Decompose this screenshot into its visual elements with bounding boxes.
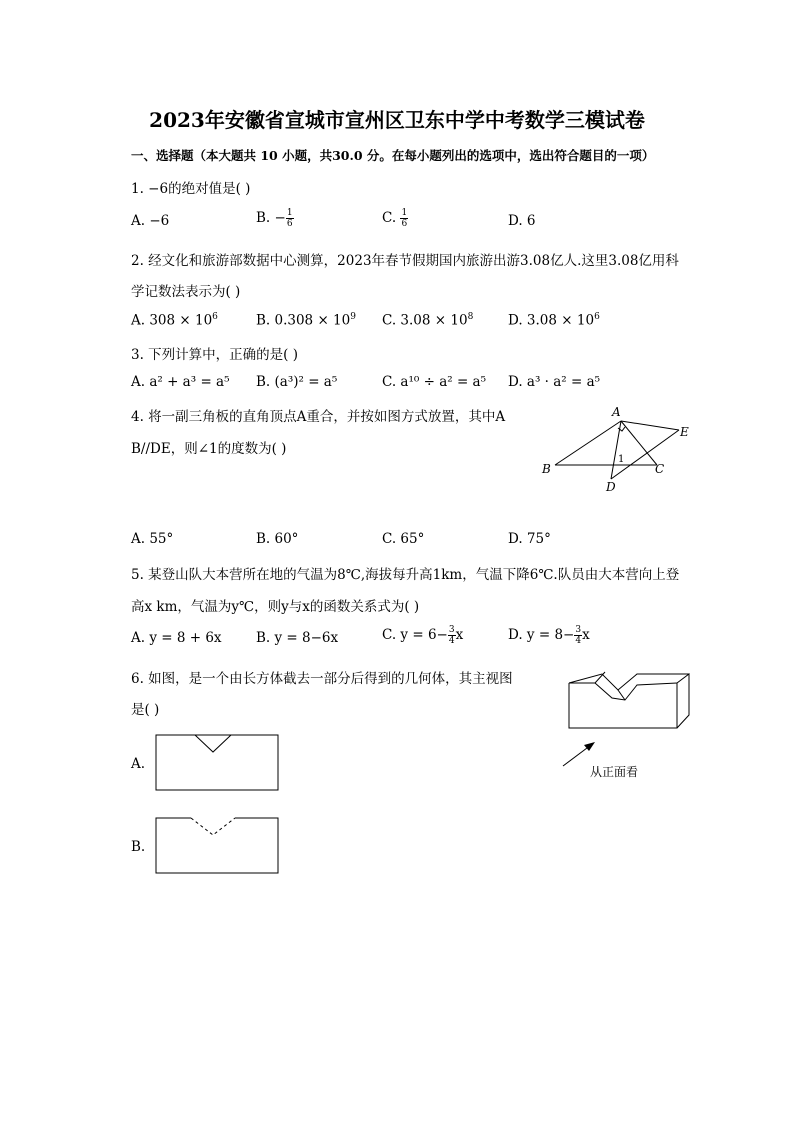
solid-notch-edge xyxy=(618,690,625,700)
label-b: B xyxy=(542,462,551,476)
label-e: E xyxy=(680,425,689,439)
view-arrow-head xyxy=(584,742,595,751)
q1-b-denominator: 6 xyxy=(286,219,293,229)
q6-option-a-figure xyxy=(155,734,280,792)
solid-top-back-edge xyxy=(569,674,689,690)
question-6-line-1: 6. 如图，是一个由长方体截去一部分后得到的几何体，其主视图 xyxy=(131,671,513,687)
q5-d-variable: x xyxy=(582,627,590,643)
q5-option-d xyxy=(508,625,590,646)
label-d: D xyxy=(606,480,616,494)
solid-figure xyxy=(555,665,700,785)
q5-d-fraction xyxy=(574,625,582,646)
q1-c-numerator: 1 xyxy=(401,208,408,218)
q2-option-d xyxy=(508,312,600,329)
q2-c-exponent: 8 xyxy=(467,312,474,322)
view-direction-label: 从正面看 xyxy=(590,765,639,779)
q1-option-b-prefix: B. − xyxy=(256,210,286,226)
q2-option-b xyxy=(256,312,356,329)
q3-option-d: D. a³ · a² = a⁵ xyxy=(508,374,601,390)
q2-a-base: A. 308 × 10 xyxy=(131,312,213,329)
q2-a-exponent: 6 xyxy=(212,312,218,322)
q5-option-a: A. y = 8 + 6x xyxy=(131,630,222,646)
section-heading: 一、选择题（本大题共 10 小题，共30.0 分。在每小题列出的选项中，选出符合题目的一项） xyxy=(131,148,655,163)
q1-option-b-fraction xyxy=(286,208,294,229)
q2-c-base: C. 3.08 × 10 xyxy=(382,312,468,329)
angle-1-label: 1 xyxy=(618,454,625,465)
q6-option-a-label: A. xyxy=(131,756,146,772)
q1-c-denominator: 6 xyxy=(401,219,408,229)
triangle-figure xyxy=(535,400,695,495)
q1-option-c-fraction xyxy=(400,208,408,229)
q5-c-denominator: 4 xyxy=(448,636,455,646)
q1-option-c-prefix: C. xyxy=(382,210,401,226)
q4-option-b: B. 60° xyxy=(256,531,299,547)
q5-c-variable: x xyxy=(455,627,464,643)
page-title: 2023年安徽省宣城市宣州区卫东中学中考数学三模试卷 xyxy=(149,108,645,132)
segment-ab xyxy=(555,421,621,465)
q6-b-hidden-notch xyxy=(191,818,235,835)
question-6-line-2: 是( ) xyxy=(131,702,160,718)
q5-c-numerator: 3 xyxy=(448,625,455,635)
solid-side-face xyxy=(677,674,689,728)
q1-option-c xyxy=(382,208,408,229)
question-4-line-2: B//DE，则∠1的度数为( ) xyxy=(131,441,287,457)
q5-option-b: B. y = 8−6x xyxy=(256,630,339,646)
q2-option-a xyxy=(131,312,218,329)
question-1-stem: 1. −6的绝对值是( ) xyxy=(131,181,251,197)
question-3-stem: 3. 下列计算中，正确的是( ) xyxy=(131,347,298,363)
q3-option-a: A. a² + a³ = a⁵ xyxy=(131,374,230,390)
q5-c-prefix: C. y = 6− xyxy=(382,627,448,643)
question-2-line-1: 2. 经文化和旅游部数据中心测算，2023年春节假期国内旅游出游3.08亿人.这里3.08亿用科 xyxy=(131,253,679,269)
q3-option-c: C. a¹⁰ ÷ a² = a⁵ xyxy=(382,374,487,390)
label-c: C xyxy=(655,462,665,476)
q5-c-fraction xyxy=(448,625,456,646)
q2-b-base: B. 0.308 × 10 xyxy=(256,312,351,329)
solid-front-top-edge xyxy=(595,683,677,700)
q6-b-outline xyxy=(156,818,278,873)
question-5-line-1: 5. 某登山队大本营所在地的气温为8℃,海拔每升高1km，气温下降6℃.队员由大本营向上登 xyxy=(131,567,680,583)
q4-option-c: C. 65° xyxy=(382,531,425,547)
q2-b-exponent: 9 xyxy=(350,312,356,322)
q2-option-c xyxy=(382,312,473,329)
question-2-line-2: 学记数法表示为( ) xyxy=(131,284,241,300)
q6-a-v-notch xyxy=(195,735,231,752)
q4-option-d: D. 75° xyxy=(508,531,551,547)
q1-option-a: A. −6 xyxy=(131,213,170,229)
q2-d-exponent: 6 xyxy=(594,312,600,322)
q6-a-rectangle xyxy=(156,735,278,790)
q6-option-b-label: B. xyxy=(131,839,146,855)
q2-d-base: D. 3.08 × 10 xyxy=(508,312,595,329)
q5-d-prefix: D. y = 8− xyxy=(508,627,575,643)
q4-option-a: A. 55° xyxy=(131,531,174,547)
segment-ae xyxy=(621,421,679,430)
q6-option-b-figure xyxy=(155,817,280,875)
q5-d-numerator: 3 xyxy=(575,625,582,635)
label-a: A xyxy=(612,405,621,419)
question-5-line-2: 高x km，气温为y℃，则y与x的函数关系式为( ) xyxy=(131,599,420,615)
q3-option-b: B. (a³)² = a⁵ xyxy=(256,374,338,390)
question-4-line-1: 4. 将一副三角板的直角顶点A重合，并按如图方式放置，其中A xyxy=(131,409,506,425)
q1-b-numerator: 1 xyxy=(286,208,293,218)
q5-d-denominator: 4 xyxy=(575,636,582,646)
solid-front-face xyxy=(569,683,677,728)
q1-option-d: D. 6 xyxy=(508,213,536,229)
q1-option-b xyxy=(256,208,294,229)
q5-option-c xyxy=(382,625,463,646)
